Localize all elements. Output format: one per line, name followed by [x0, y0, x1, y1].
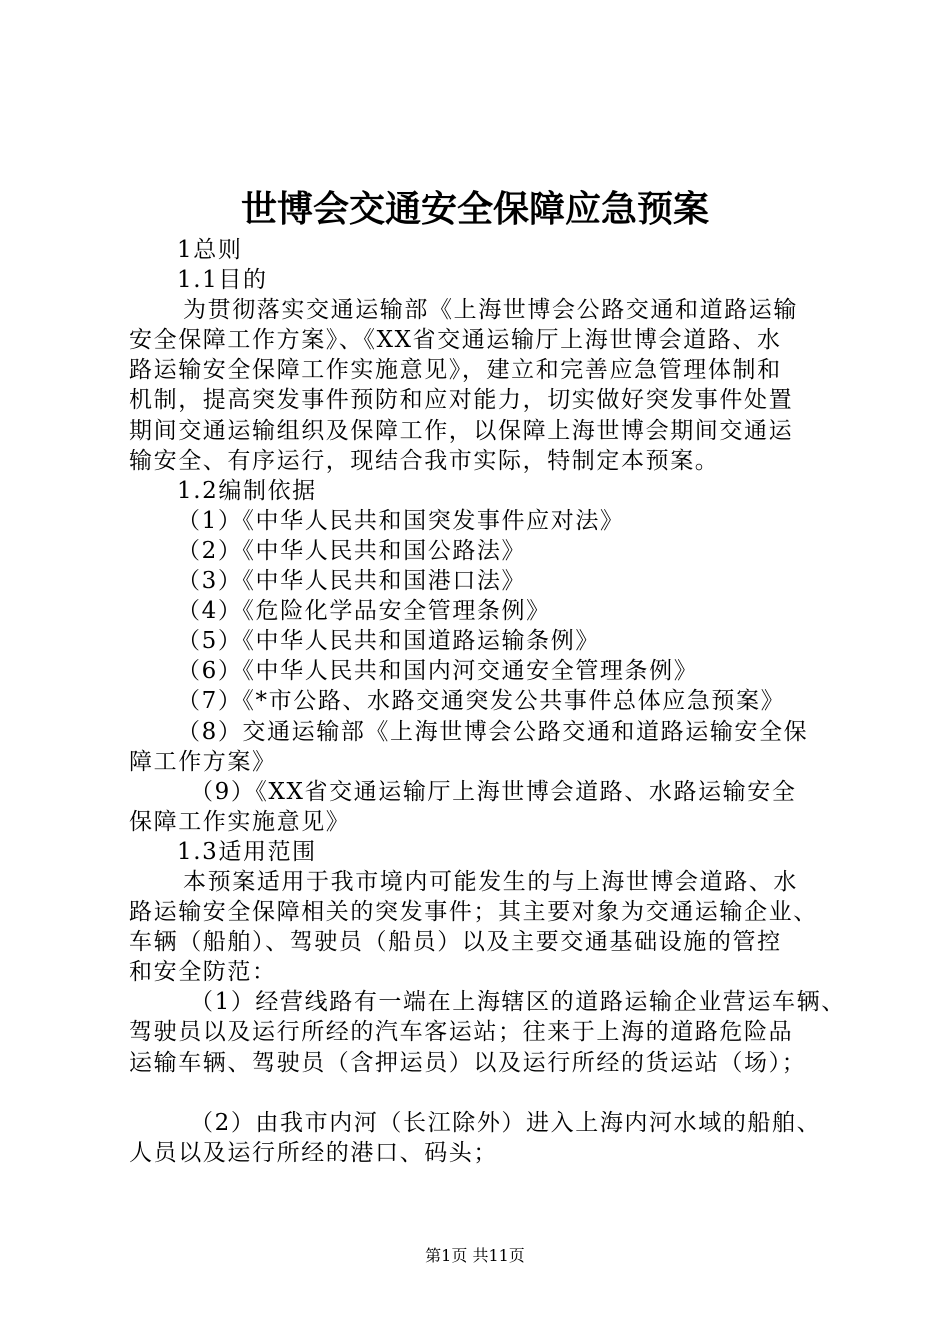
paragraph-line: 安全保障工作方案》、《XX省交通运输厅上海世博会道路、水 — [129, 327, 782, 354]
paragraph-line: （1）经营线路有一端在上海辖区的道路运输企业营运车辆、 — [190, 989, 846, 1016]
list-item: （9）《XX省交通运输厅上海世博会道路、水路运输安全 — [190, 778, 797, 805]
paragraph-line: 机制，提高突发事件预防和应对能力，切实做好突发事件处置 — [129, 387, 794, 414]
list-item-continuation: 保障工作实施意见》 — [129, 808, 351, 835]
document-title: 世博会交通安全保障应急预案 — [240, 188, 709, 230]
paragraph-line: 为贯彻落实交通运输部《上海世博会公路交通和道路运输 — [183, 297, 798, 324]
list-item: （1）《中华人民共和国突发事件应对法》 — [177, 507, 625, 534]
list-item: （6）《中华人民共和国内河交通安全管理条例》 — [177, 658, 699, 685]
subsection-heading: 1.2编制依据 — [177, 477, 317, 504]
paragraph-line: 路运输安全保障工作实施意见》，建立和完善应急管理体制和 — [129, 357, 782, 384]
paragraph-line: 人员以及运行所经的港口、码头； — [129, 1139, 498, 1166]
paragraph-line: 运输车辆、驾驶员（含押运员）以及运行所经的货运站（场）； — [129, 1049, 807, 1076]
subsection-heading: 1.1目的 — [177, 267, 268, 294]
list-item: （3）《中华人民共和国港口法》 — [177, 568, 527, 595]
section-heading: 1总则 — [177, 237, 243, 263]
list-item: （4）《危险化学品安全管理条例》 — [177, 598, 551, 625]
list-item: （7）《*市公路、水路交通突发公共事件总体应急预案》 — [177, 688, 786, 715]
subsection-heading: 1.3适用范围 — [177, 838, 317, 865]
list-item: （2）《中华人民共和国公路法》 — [177, 537, 527, 564]
paragraph-line: 驾驶员以及运行所经的汽车客运站；往来于上海的道路危险品 — [129, 1019, 794, 1046]
paragraph-line: 输安全、有序运行，现结合我市实际，特制定本预案。 — [129, 447, 720, 474]
paragraph-line: 本预案适用于我市境内可能发生的与上海世博会道路、水 — [183, 868, 798, 895]
paragraph-line: 期间交通运输组织及保障工作，以保障上海世博会期间交通运 — [129, 417, 794, 444]
list-item: （8）交通运输部《上海世博会公路交通和道路运输安全保 — [177, 718, 809, 745]
list-item-continuation: 障工作方案》 — [129, 748, 277, 775]
document-body — [129, 235, 846, 1168]
paragraph-line: 车辆（船舶）、驾驶员（船员）以及主要交通基础设施的管控 — [129, 929, 782, 956]
list-item: （5）《中华人民共和国道路运输条例》 — [177, 628, 600, 655]
paragraph-gap — [129, 1078, 841, 1108]
paragraph-line: 和安全防范： — [129, 959, 277, 986]
paragraph-line: （2）由我市内河（长江除外）进入上海内河水域的船舶、 — [190, 1109, 822, 1136]
page-footer: 第1页 共11页 — [425, 1246, 525, 1265]
paragraph-line: 路运输安全保障相关的突发事件；其主要对象为交通运输企业、 — [129, 899, 818, 926]
